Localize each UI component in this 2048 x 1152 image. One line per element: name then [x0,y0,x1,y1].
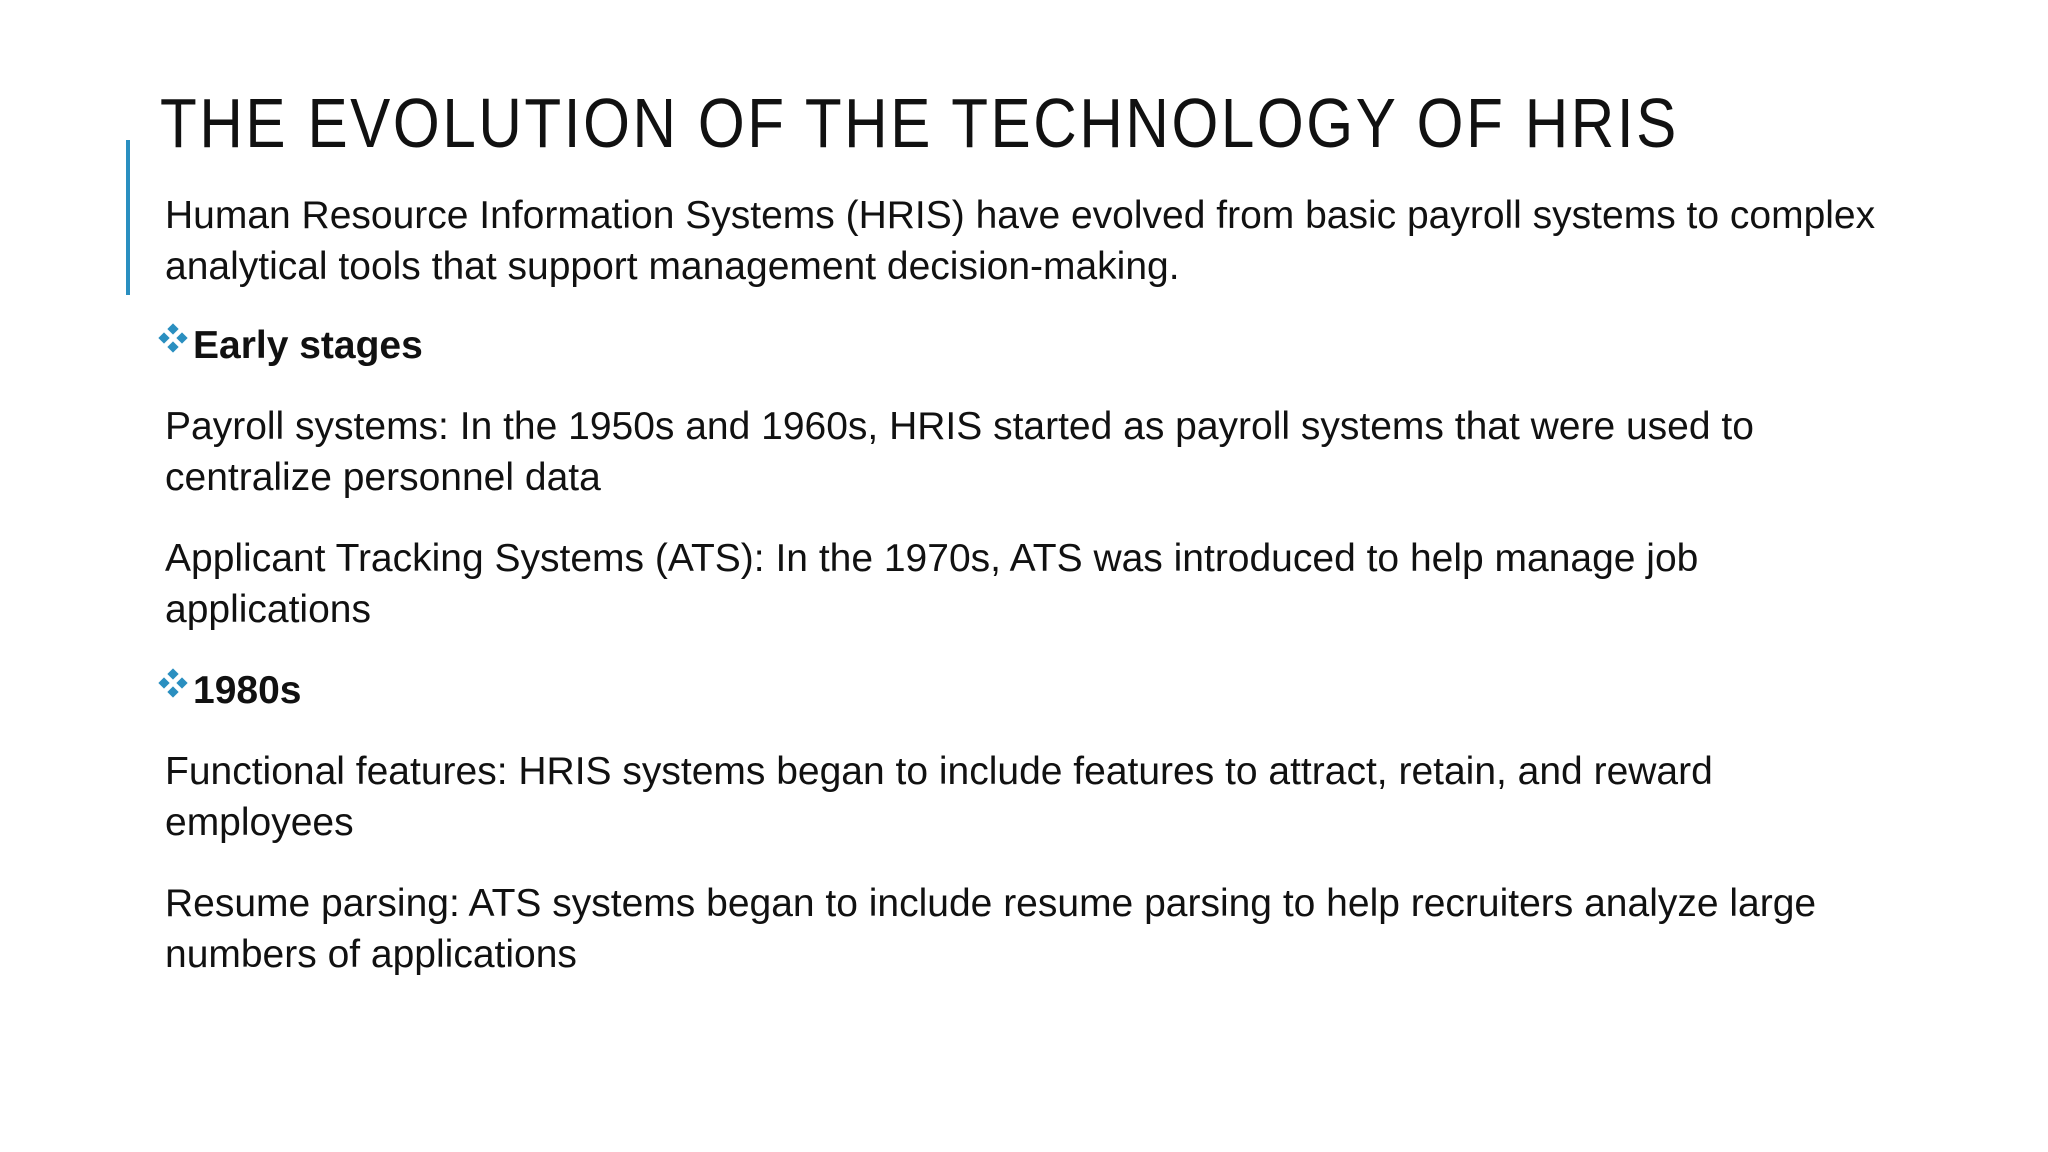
section-heading-early-stages [165,320,1905,371]
diamond-cluster-icon [155,667,191,703]
accent-bar [126,140,130,295]
paragraph-resume-parsing: Resume parsing: ATS systems began to include resume parsing to help recruiters analyze large numbers of applications [165,882,1817,976]
diamond-cluster-icon [155,322,191,358]
paragraph-payroll-systems: Payroll systems: In the 1950s and 1960s, HRIS started as payroll systems that were used to centralize personnel data [165,405,1754,499]
intro-paragraph: Human Resource Information Systems (HRIS) have evolved from basic payroll systems to complex analytical tools that support management decision-making. [165,194,1876,288]
paragraph-applicant-tracking: Applicant Tracking Systems (ATS): In the 1970s, ATS was introduced to help manage job applications [165,537,1699,631]
section-heading-1980s [165,665,1905,716]
slide-content [165,190,1905,1010]
section-heading-label: Early stages [193,324,423,367]
slide-title: THE EVOLUTION OF THE TECHNOLOGY OF HRIS [160,84,1679,162]
paragraph-functional-features: Functional features: HRIS systems began to include features to attract, retain, and reward employees [165,750,1713,844]
section-heading-label: 1980s [193,669,302,712]
